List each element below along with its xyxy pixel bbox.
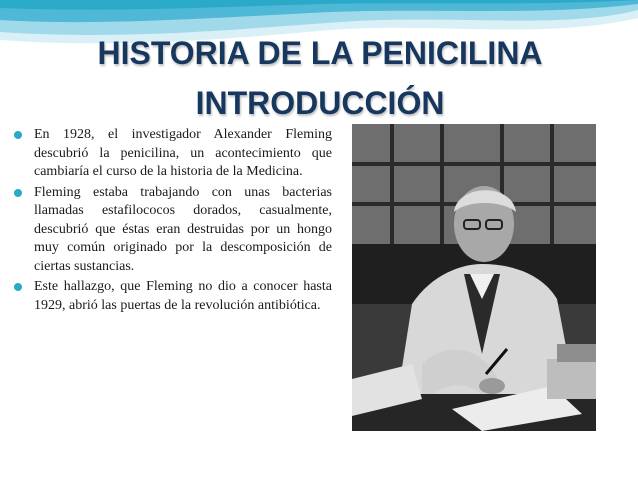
- bullet-item: [14, 278, 332, 315]
- bullet-list: [14, 126, 332, 317]
- bullet-dot-icon: [14, 283, 22, 291]
- bullet-item: [14, 126, 332, 182]
- slide-subtitle: INTRODUCCIÓN: [195, 85, 445, 121]
- bullet-text: Fleming estaba trabajando con unas bacterias llamadas estafilococos dorados, casualmente, descubrió que éstas eran destruidas por un hongo muy común originado por la descomposición de ciertas sustancias.: [34, 184, 332, 274]
- slide-title: HISTORIA DE LA PENICILINA: [97, 35, 543, 71]
- fleming-portrait-photo: [352, 124, 596, 431]
- bullet-dot-icon: [14, 131, 22, 139]
- bullet-text: Este hallazgo, que Fleming no dio a conocer hasta 1929, abrió las puertas de la revolución antibiótica.: [34, 279, 332, 313]
- bullet-dot-icon: [14, 189, 22, 197]
- bullet-text: En 1928, el investigador Alexander Fleming descubrió la penicilina, un acontecimiento que cambiaría el curso de la historia de la Medicina.: [34, 127, 332, 179]
- bullet-item: [14, 184, 332, 277]
